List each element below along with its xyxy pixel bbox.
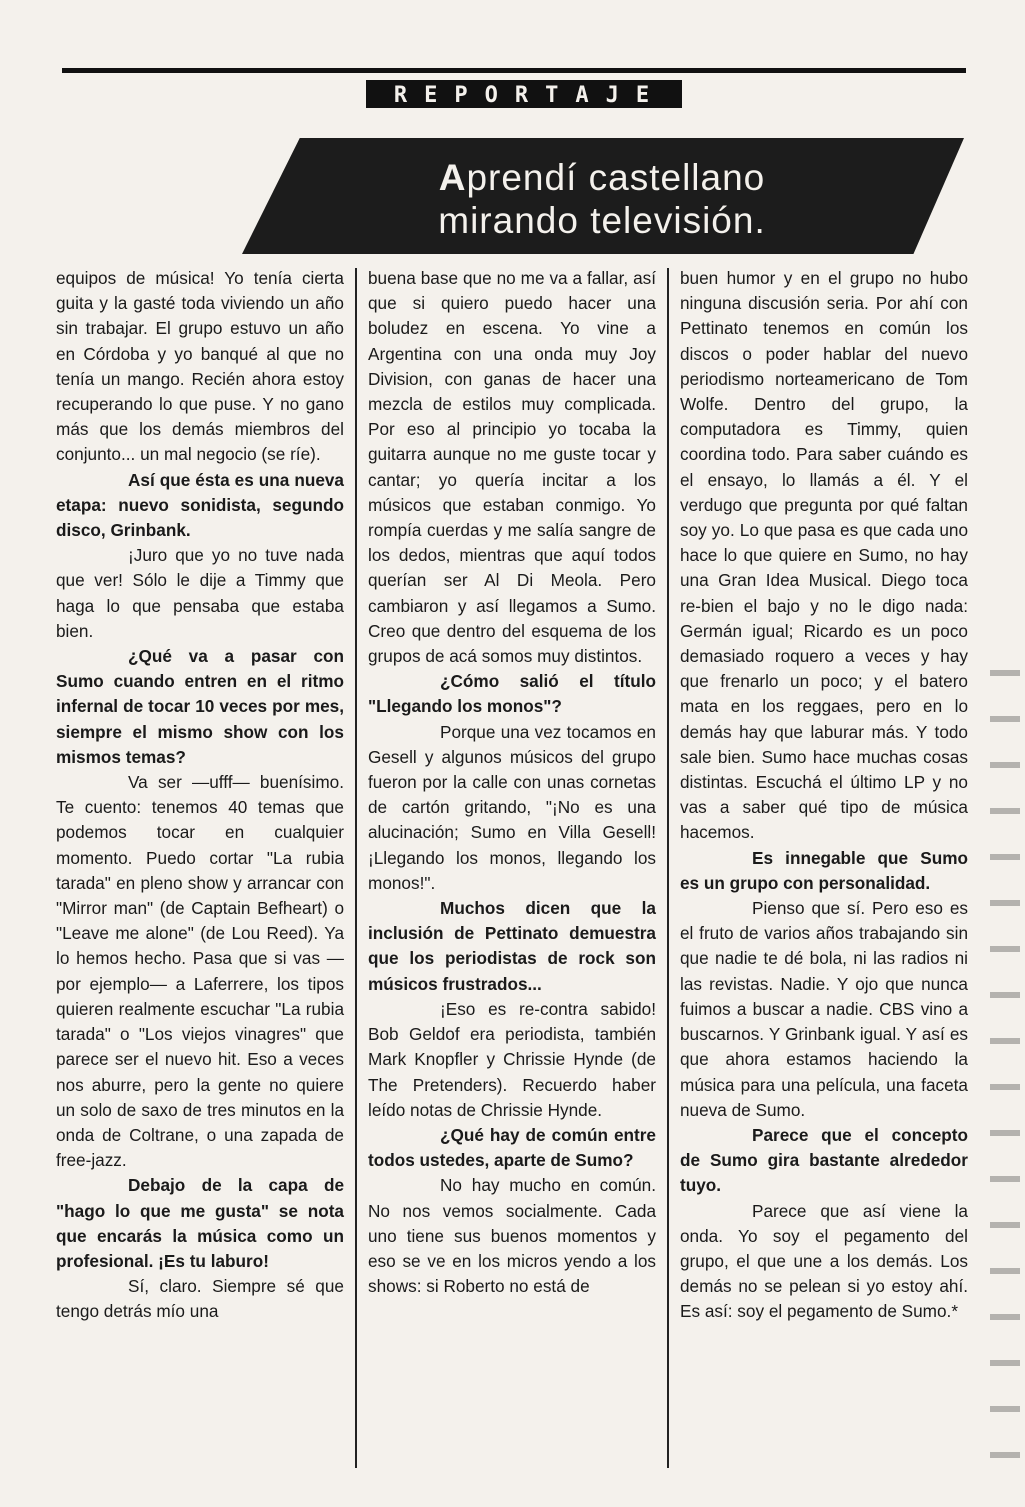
interview-answer: Parece que así viene la onda. Yo soy el pegamento del grupo, el que une a los demás. Los demás no se pelean si yo estoy ahí. Es así: soy el pegamento de Sumo.*	[680, 1200, 968, 1322]
interview-answer: ¡Juro que yo no tuve nada que ver! Sólo le dije a Timmy que haga lo que pensaba que estaba bien.	[56, 545, 344, 641]
page-edge-marks	[990, 670, 1020, 1460]
interview-question: Es innegable que Sumo es un grupo con personalidad.	[680, 847, 968, 893]
column-divider	[355, 268, 357, 1468]
interview-question: ¿Qué hay de común entre todos ustedes, aparte de Sumo?	[368, 1124, 656, 1171]
interview-answer: Va ser —ufff— buenísimo. Te cuento: tenemos 40 temas que podemos tocar en cualquier momento. Puedo cortar "La rubia tarada" en pleno show y arrancar con "Mirror man" (de Captain Befheart) o "Leave me alone" (de Lou Reed). Ya lo hemos hecho. Pasa que si vas —por ejemplo— a Laferrere, los tipos quieren realmente escuchar "La rubia tarada" o "Los viejos vinagres" que parece ser el nuevo hit. Eso a veces nos aburre, pero la gente no quiere un solo de saxo de tres minutos en la onda de Coltrane, o una zapada de free-jazz.	[56, 772, 344, 1171]
headline-line2: mirando televisión.	[438, 200, 766, 241]
interview-answer: No hay mucho en común. No nos vemos socialmente. Cada uno tiene sus buenos momentos y eso se ve en los micros yendo a los shows: si Roberto no está de	[368, 1175, 656, 1297]
text-column-2	[368, 266, 656, 1299]
interview-question: ¿Qué va a pasar con Sumo cuando entren en el ritmo infernal de tocar 10 veces por mes, siempre el mismo show con los mismos temas?	[56, 646, 344, 767]
text-column-3	[680, 266, 968, 1325]
headline-line1: prendí castellano	[466, 157, 766, 198]
interview-question: Así que ésta es una nueva etapa: nuevo sonidista, segundo disco, Grinbank.	[56, 469, 344, 541]
interview-question: Debajo de la capa de "hago lo que me gusta" se nota que encarás la música como un profesional. ¡Es tu laburo!	[56, 1175, 344, 1271]
top-rule	[62, 68, 966, 73]
interview-answer: equipos de música! Yo tenía cierta guita y la gasté toda viviendo un año sin trabajar. El grupo estuvo un año en Córdoba y yo banqué al que no tenía un mango. Recién ahora estoy recuperando lo que puse. Y no gano más que los demás miembros del conjunto... un mal negocio (se ríe).	[56, 268, 344, 465]
interview-question: Parece que el concepto de Sumo gira bastante alrededor tuyo.	[680, 1124, 968, 1196]
interview-answer: Sí, claro. Siempre sé que tengo detrás mío una	[56, 1276, 344, 1322]
headline	[262, 156, 942, 246]
text-column-1	[56, 266, 344, 1325]
interview-answer: buena base que no me va a fallar, así que si quiero puedo hacer una boludez en escena. Yo vine a Argentina con una onda muy Joy Division, con ganas de hacer una mezcla de estilos muy complicada. Por eso al principio yo tocaba la guitarra aunque no me guste tocar y cantar; yo quería incitar a los músicos que estaban conmigo. Yo rompía cuerdas y me salía sangre de los dedos, mientras que aquí todos querían ser Al Di Meola. Pero cambiaron y así llegamos a Sumo. Creo que dentro del esquema de los grupos de acá somos muy distintos.	[368, 268, 656, 667]
headline-initial: A	[438, 157, 467, 198]
interview-answer: Porque una vez tocamos en Gesell y algunos músicos del grupo fueron por la calle con unas cornetas de cartón gritando, "¡No es una alucinación; Sumo en Villa Gesell! ¡Llegando los monos, llegando los monos!".	[368, 721, 656, 893]
section-label: REPORTAJE	[366, 80, 682, 108]
interview-question: Muchos dicen que la inclusión de Pettinato demuestra que los periodistas de rock son músicos frustrados...	[368, 898, 656, 994]
interview-answer: ¡Eso es re-contra sabido! Bob Geldof era periodista, también Mark Knopfler y Chrissie Hynde (de The Pretenders). Recuerdo haber leído notas de Chrissie Hynde.	[368, 998, 656, 1120]
interview-answer: buen humor y en el grupo no hubo ninguna discusión seria. Por ahí con Pettinato tenemos en común los discos o poder hablar del nuevo periodismo norteamericano de Tom Wolfe. Dentro del grupo, la computadora es Timmy, quien coordina todo. Para saber cuándo es el ensayo, lo llamás a él. Y el verdugo que pregunta por qué faltan soy yo. Lo que pasa es que cada uno hace lo que quiere en Sumo, no hay una Gran Idea Musical. Diego toca re-bien el bajo y no le digo nada: Germán igual; Ricardo es un poco demasiado roquero a veces y hay que frenarlo un poco; y el batero mata en los reggaes, pero en lo demás hay que laburar más. Y todo sale bien. Sumo hace muchas cosas distintas. Escuchá el último LP y no vas a saber qué tipo de música hacemos.	[680, 268, 968, 843]
interview-answer: Pienso que sí. Pero eso es el fruto de varios años trabajando sin que nadie te dé bola, ni las radios ni las revistas. Nadie. Y ojo que nunca fuimos a buscar a nadie. CBS vino a buscarnos. Y Grinbank igual. Y así es que ahora estamos haciendo la música para una película, una faceta nueva de Sumo.	[680, 898, 968, 1120]
interview-question: ¿Cómo salió el título "Llegando los monos"?	[368, 671, 656, 717]
column-divider	[667, 268, 669, 1468]
